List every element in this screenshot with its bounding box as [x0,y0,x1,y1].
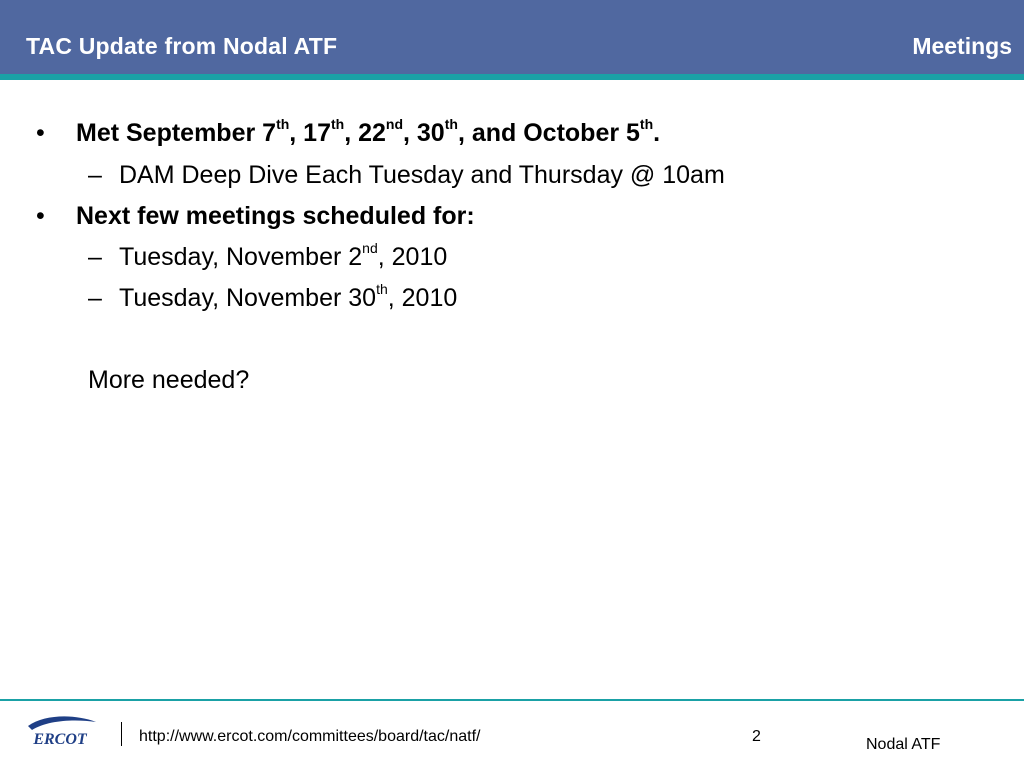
section-label: Meetings [912,33,1012,59]
dash-icon: – [88,284,102,312]
sub-bullet-dam-deep-dive: DAM Deep Dive Each Tuesday and Thursday @ 10am [119,161,725,189]
bullet-icon: • [36,119,45,147]
ercot-logo [20,712,100,752]
bullet-next-meetings: Next few meetings scheduled for: [76,202,475,230]
header-accent-stripe [0,74,1024,80]
sub-bullet-nov-2: Tuesday, November 2nd, 2010 [119,239,448,271]
more-needed-text: More needed? [88,366,250,394]
footer-divider-line [0,699,1024,701]
bullet-met-dates: Met September 7th, 17th, 22nd, 30th, and October 5th. [76,115,661,147]
footer-label: Nodal ATF [866,736,941,753]
page-number: 2 [752,728,761,745]
sub-bullet-nov-30: Tuesday, November 30th, 2010 [119,280,458,312]
dash-icon: – [88,243,102,271]
dash-icon: – [88,161,102,189]
logo-swoosh [28,716,96,730]
slide-title: TAC Update from Nodal ATF [26,33,338,59]
logo-text: ERCOT [33,731,87,748]
footer-url-link[interactable]: http://www.ercot.com/committees/board/tac/natf/ [139,728,481,745]
bullet-icon: • [36,202,45,230]
footer-vertical-divider [121,722,122,746]
